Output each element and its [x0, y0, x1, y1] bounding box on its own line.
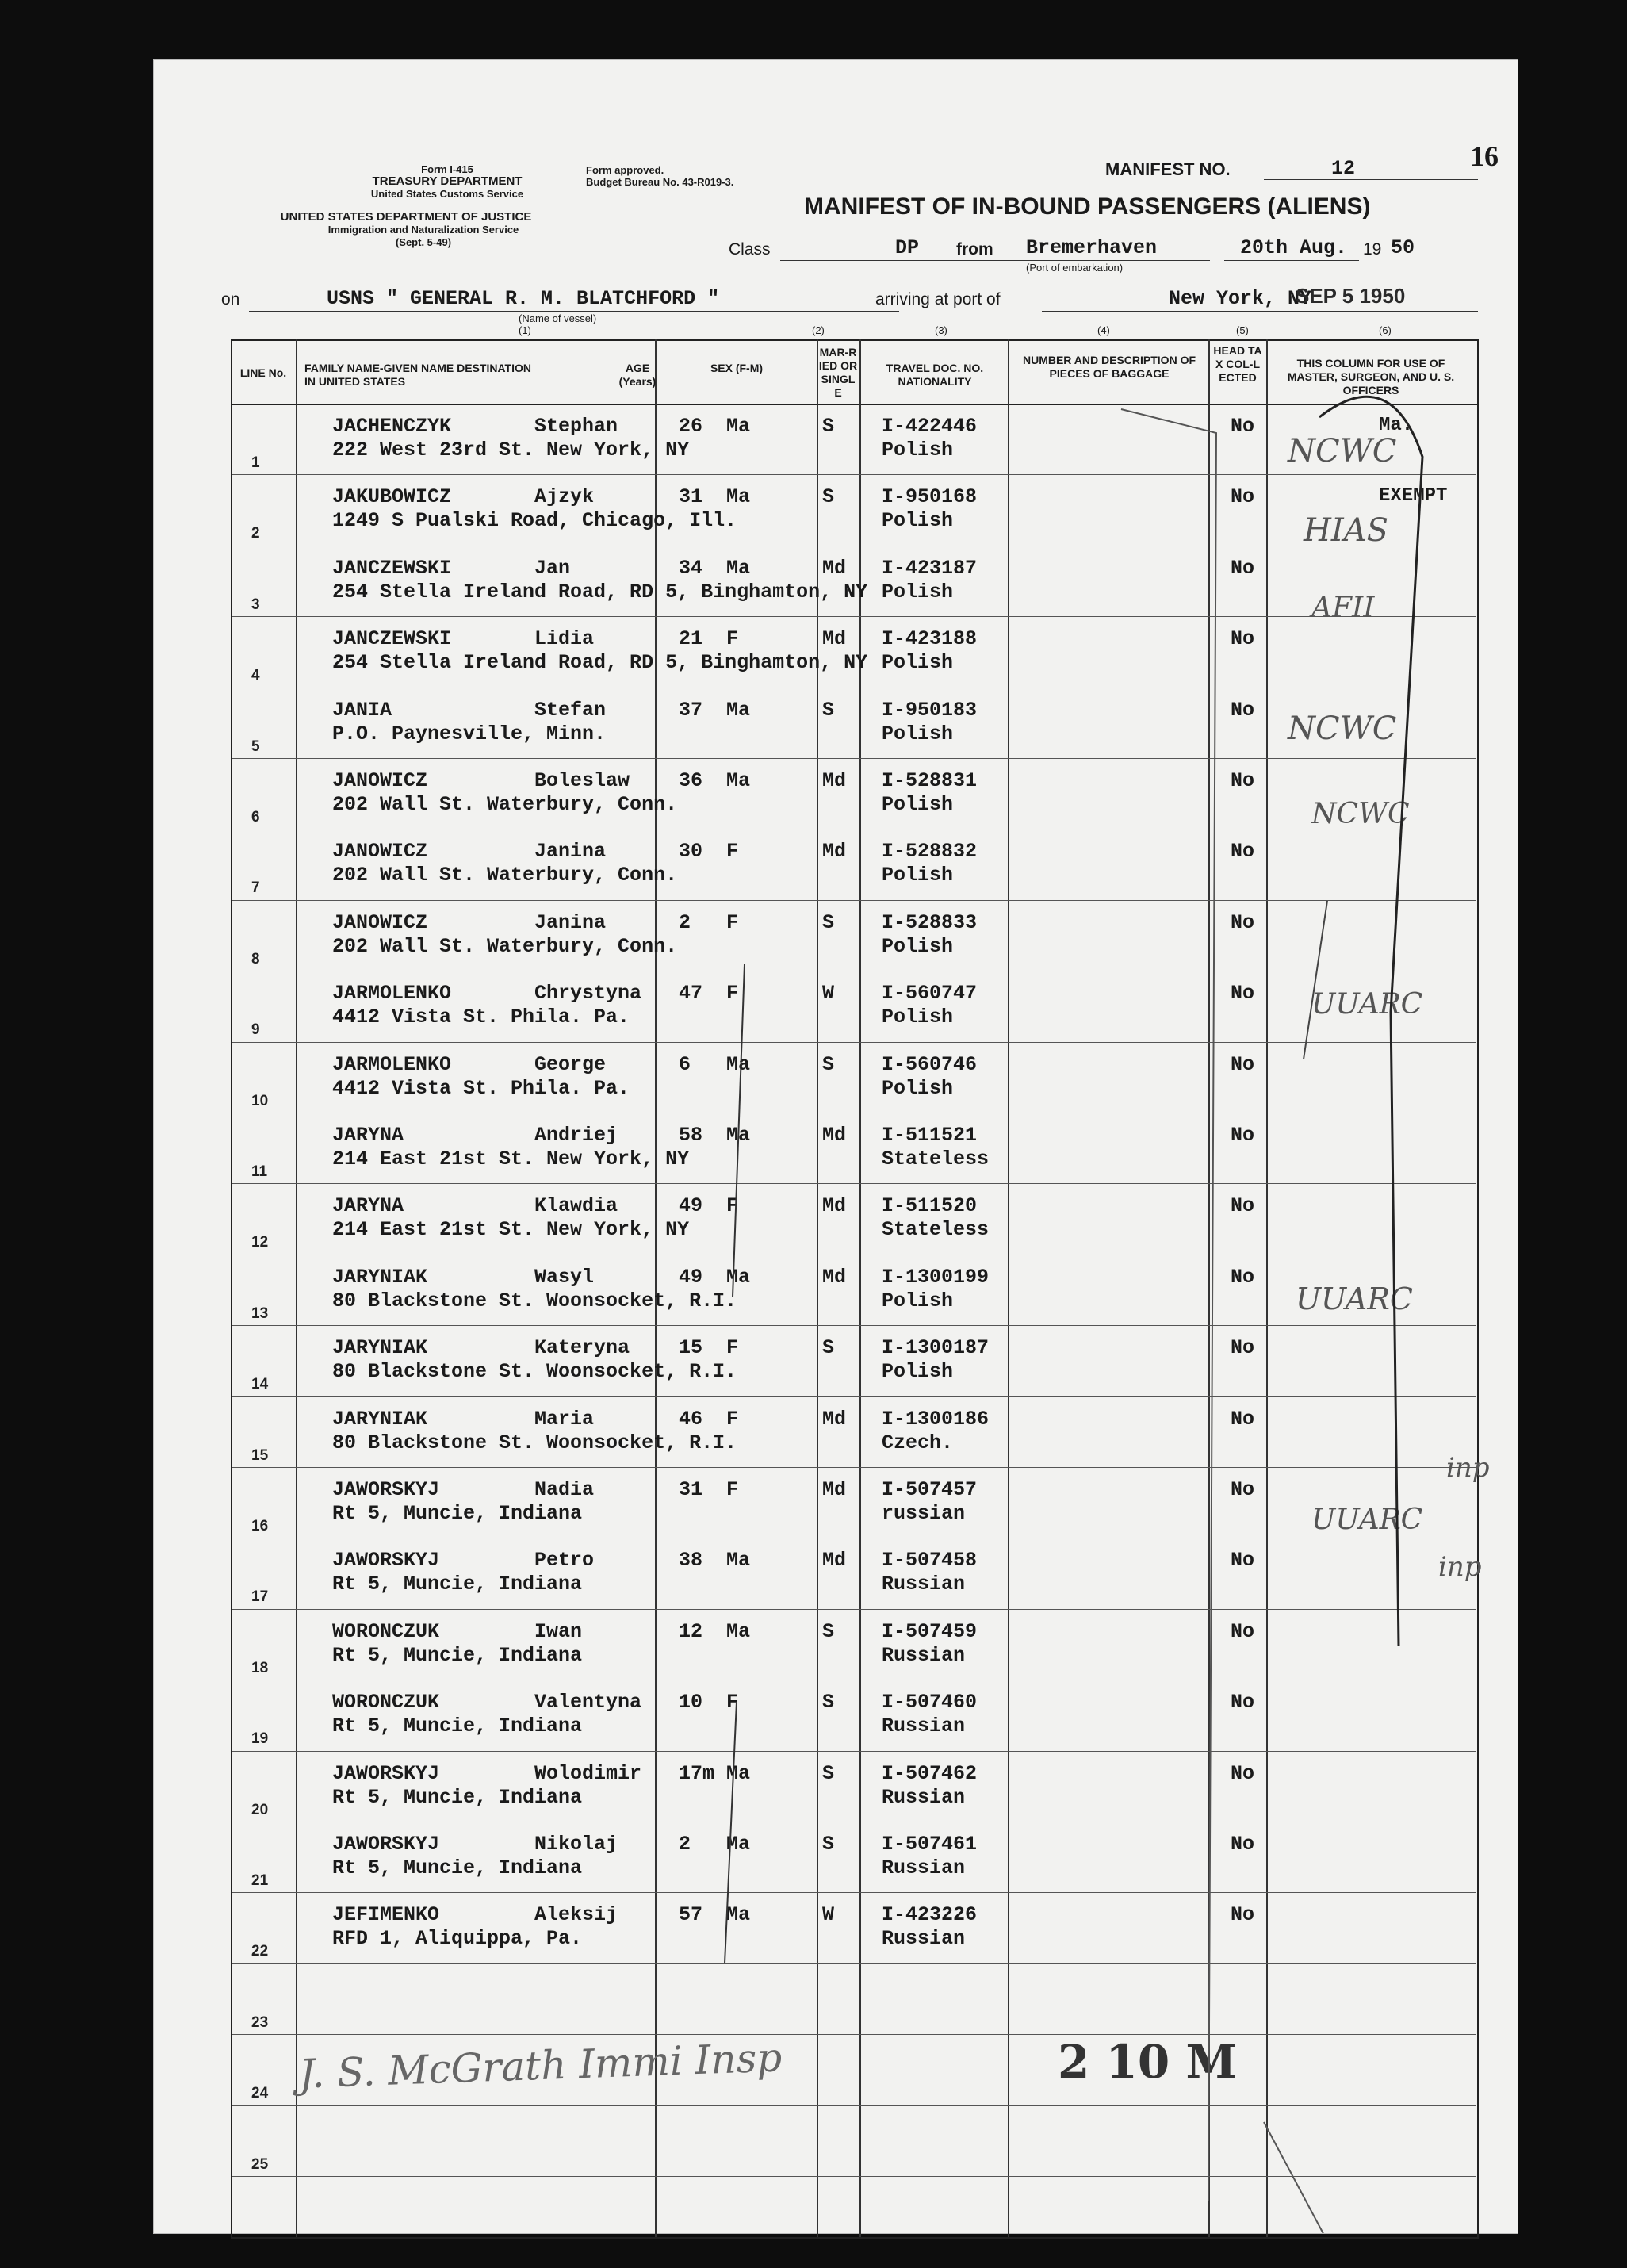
passenger-tax: No — [1231, 485, 1255, 509]
passenger-surname: JARYNIAK — [332, 1336, 428, 1360]
passenger-married: S — [822, 1691, 835, 1714]
line-number: 4 — [251, 667, 260, 684]
passenger-sex: Ma — [726, 1052, 751, 1076]
passenger-married: S — [822, 910, 835, 934]
passenger-surname: JARYNIAK — [332, 1265, 428, 1289]
passenger-nationality: Russian — [882, 1643, 966, 1667]
vessel-caption: (Name of vessel) — [519, 312, 597, 324]
passenger-destination: 214 East 21st St. New York, NY — [332, 1147, 690, 1170]
passenger-sex: Ma — [726, 415, 751, 438]
passenger-doc: I-511521 — [882, 1124, 978, 1147]
line-number: 1 — [251, 454, 260, 471]
passenger-tax: No — [1231, 1052, 1255, 1076]
class-label: Class — [729, 240, 771, 259]
passenger-tax: No — [1231, 840, 1255, 864]
passenger-nationality: Polish — [882, 509, 954, 533]
passenger-married: S — [822, 1833, 835, 1856]
passenger-sex: Ma — [726, 556, 751, 580]
passenger-surname: JANCZEWSKI — [332, 556, 452, 580]
passenger-tax: No — [1231, 910, 1255, 934]
header-baggage: NUMBER AND DESCRIPTION OF PIECES OF BAGGAGE — [1022, 354, 1196, 380]
passenger-age: 10 — [679, 1691, 703, 1714]
passenger-doc: I-528831 — [882, 769, 978, 792]
manifest-no: 12 — [1331, 157, 1356, 180]
passenger-destination: 214 East 21st St. New York, NY — [332, 1218, 690, 1242]
passenger-sex: Ma — [726, 1265, 751, 1289]
passenger-married: Md — [822, 1265, 847, 1289]
arrival-port: New York, NY — [1169, 287, 1312, 310]
passenger-given: Nikolaj — [534, 1833, 618, 1856]
passenger-given: Wasyl — [534, 1265, 595, 1289]
passenger-given: Andriej — [534, 1124, 618, 1147]
passenger-given: Wolodimir — [534, 1761, 642, 1785]
immigration-service: Immigration and Naturalization Service — [327, 224, 519, 236]
passenger-sex: Ma — [726, 1124, 751, 1147]
passenger-doc: I-422446 — [882, 415, 978, 438]
passenger-given: Klawdia — [534, 1194, 618, 1218]
passenger-destination: 202 Wall St. Waterbury, Conn. — [332, 934, 678, 958]
passenger-destination: P.O. Paynesville, Minn. — [332, 722, 607, 745]
passenger-destination: 4412 Vista St. Phila. Pa. — [332, 1006, 630, 1029]
passenger-age: 31 — [679, 485, 703, 509]
handwritten-marks — [154, 60, 1518, 2233]
port-embark-caption: (Port of embarkation) — [1026, 262, 1124, 274]
passenger-nationality: Polish — [882, 1289, 954, 1312]
passenger-given: Aleksij — [534, 1903, 618, 1927]
line-number: 10 — [251, 1092, 269, 1109]
passenger-nationality: russian — [882, 1502, 966, 1525]
passenger-married: Md — [822, 627, 847, 651]
passenger-age: 21 — [679, 627, 703, 651]
line-number: 11 — [251, 1163, 268, 1180]
passenger-sex: F — [726, 627, 739, 651]
passenger-age: 17m — [679, 1761, 715, 1785]
passenger-tax: No — [1231, 982, 1255, 1006]
passenger-nationality: Polish — [882, 1076, 954, 1100]
passenger-sex: Ma — [726, 769, 751, 792]
passenger-nationality: Russian — [882, 1785, 966, 1809]
passenger-surname: WORONCZUK — [332, 1619, 440, 1643]
passenger-age: 38 — [679, 1549, 703, 1573]
officer-note-handwritten: UUARC — [1296, 1281, 1414, 1316]
officer-note-handwritten: NCWC — [1288, 433, 1397, 469]
header-line-no: LINE No. — [239, 366, 287, 379]
passenger-surname: JANOWICZ — [332, 769, 428, 792]
passenger-doc: I-511520 — [882, 1194, 978, 1218]
passenger-destination: 202 Wall St. Waterbury, Conn. — [332, 864, 678, 887]
line-number: 8 — [251, 950, 260, 967]
passenger-married: Md — [822, 1407, 847, 1431]
passenger-nationality: Russian — [882, 1856, 966, 1879]
passenger-sex: Ma — [726, 1619, 751, 1643]
passenger-sex: F — [726, 1478, 739, 1501]
passenger-married: W — [822, 982, 835, 1006]
passenger-nationality: Polish — [882, 1360, 954, 1384]
passenger-doc: I-507459 — [882, 1619, 978, 1643]
passenger-married: S — [822, 415, 835, 438]
passenger-surname: JEFIMENKO — [332, 1903, 440, 1927]
passenger-tax: No — [1231, 698, 1255, 722]
passenger-nationality: Polish — [882, 580, 954, 603]
passenger-sex: F — [726, 982, 739, 1006]
passenger-age: 6 — [679, 1052, 691, 1076]
line-number: 21 — [251, 1872, 269, 1889]
passenger-tax: No — [1231, 556, 1255, 580]
passenger-married: S — [822, 1619, 835, 1643]
passenger-doc: I-507462 — [882, 1761, 978, 1785]
header-head-tax: HEAD TAX COL-LECTED — [1213, 344, 1262, 384]
line-number: 25 — [251, 2155, 269, 2173]
passenger-doc: I-528833 — [882, 910, 978, 934]
line-number: 9 — [251, 1021, 260, 1039]
passenger-tax: No — [1231, 1407, 1255, 1431]
passenger-tax: No — [1231, 1549, 1255, 1573]
passenger-married: Md — [822, 1124, 847, 1147]
passenger-sex: Ma — [726, 485, 751, 509]
budget-bureau: Budget Bureau No. 43-R019-3. — [586, 176, 734, 188]
passenger-doc: I-423226 — [882, 1903, 978, 1927]
passenger-note: EXEMPT — [1379, 485, 1448, 508]
passenger-age: 36 — [679, 769, 703, 792]
officer-note-handwritten: UUARC — [1311, 988, 1423, 1021]
passenger-age: 15 — [679, 1336, 703, 1360]
line-number: 13 — [251, 1304, 269, 1322]
passenger-married: S — [822, 1052, 835, 1076]
passenger-given: Boleslaw — [534, 769, 630, 792]
passenger-tax: No — [1231, 1478, 1255, 1501]
count-note-handwritten: 2 10 M — [1058, 2035, 1237, 2089]
passenger-doc: I-507460 — [882, 1691, 978, 1714]
passenger-nationality: Polish — [882, 934, 954, 958]
col-number-4: (4) — [1097, 324, 1110, 336]
passenger-doc: I-507461 — [882, 1833, 978, 1856]
passenger-tax: No — [1231, 1761, 1255, 1785]
line-number: 18 — [251, 1659, 269, 1676]
passenger-surname: JAWORSKYJ — [332, 1761, 440, 1785]
manifest-page — [153, 59, 1518, 2234]
passenger-surname: JACHENCZYK — [332, 415, 452, 438]
passenger-sex: Ma — [726, 1761, 751, 1785]
passenger-destination: 80 Blackstone St. Woonsocket, R.I. — [332, 1360, 737, 1384]
passenger-doc: I-560747 — [882, 982, 978, 1006]
passenger-tax: No — [1231, 1833, 1255, 1856]
passenger-nationality: Russian — [882, 1573, 966, 1596]
officer-note-handwritten: inp — [1438, 1551, 1482, 1583]
line-number: 7 — [251, 879, 260, 897]
passenger-note: Ma. — [1379, 415, 1414, 436]
passenger-nationality: Polish — [882, 651, 954, 675]
passenger-given: George — [534, 1052, 607, 1076]
dept-justice: UNITED STATES DEPARTMENT OF JUSTICE — [280, 210, 532, 224]
passenger-nationality: Polish — [882, 439, 954, 462]
passenger-married: Md — [822, 1478, 847, 1501]
passenger-married: Md — [822, 840, 847, 864]
passenger-destination: 80 Blackstone St. Woonsocket, R.I. — [332, 1431, 737, 1454]
passenger-surname: JARMOLENKO — [332, 1052, 452, 1076]
passenger-sex: Ma — [726, 1549, 751, 1573]
passenger-age: 12 — [679, 1619, 703, 1643]
passenger-nationality: Polish — [882, 864, 954, 887]
officer-note-handwritten: HIAS — [1304, 512, 1388, 549]
passenger-sex: F — [726, 1194, 739, 1218]
port-of-embarkation: Bremerhaven — [1026, 236, 1158, 259]
col-number-3: (3) — [935, 324, 947, 336]
col-number-2: (2) — [812, 324, 825, 336]
passenger-sex: Ma — [726, 1903, 751, 1927]
passenger-destination: 4412 Vista St. Phila. Pa. — [332, 1076, 630, 1100]
passenger-destination: 254 Stella Ireland Road, RD 5, Binghamton, NY — [332, 580, 868, 603]
passenger-tax: No — [1231, 1124, 1255, 1147]
passenger-married: S — [822, 485, 835, 509]
line-number: 19 — [251, 1730, 269, 1748]
vessel-name: USNS " GENERAL R. M. BLATCHFORD " — [327, 287, 720, 310]
passenger-destination: Rt 5, Muncie, Indiana — [332, 1856, 583, 1879]
officer-note-handwritten: NCWC — [1311, 798, 1410, 830]
passenger-given: Kateryna — [534, 1336, 630, 1360]
passenger-given: Jan — [534, 556, 571, 580]
passenger-surname: JANIA — [332, 698, 392, 722]
passenger-tax: No — [1231, 769, 1255, 792]
line-number: 20 — [251, 1801, 269, 1818]
header-age: AGE (Years) — [618, 362, 657, 388]
from-label: from — [956, 240, 993, 259]
line-number: 14 — [251, 1376, 269, 1393]
passenger-tax: No — [1231, 415, 1255, 438]
passenger-surname: JANOWICZ — [332, 910, 428, 934]
line-number: 6 — [251, 809, 260, 826]
passenger-age: 31 — [679, 1478, 703, 1501]
passenger-nationality: Czech. — [882, 1431, 954, 1454]
passenger-destination: 1249 S Pualski Road, Chicago, Ill. — [332, 509, 737, 533]
passenger-age: 49 — [679, 1194, 703, 1218]
passenger-doc: I-423188 — [882, 627, 978, 651]
line-number: 17 — [251, 1588, 269, 1606]
page-number: 16 — [1470, 140, 1499, 172]
passenger-age: 46 — [679, 1407, 703, 1431]
customs-service: United States Customs Service — [370, 188, 524, 200]
passenger-surname: JARYNA — [332, 1124, 404, 1147]
officer-note-handwritten: UUARC — [1311, 1504, 1423, 1536]
passenger-surname: JANCZEWSKI — [332, 627, 452, 651]
passenger-age: 47 — [679, 982, 703, 1006]
passenger-destination: Rt 5, Muncie, Indiana — [332, 1573, 583, 1596]
passenger-surname: WORONCZUK — [332, 1691, 440, 1714]
officer-note-handwritten: AFII — [1311, 592, 1375, 624]
passenger-tax: No — [1231, 1619, 1255, 1643]
passenger-doc: I-423187 — [882, 556, 978, 580]
passenger-sex: Ma — [726, 1833, 751, 1856]
passenger-sex: F — [726, 910, 739, 934]
passenger-given: Nadia — [534, 1478, 595, 1501]
passenger-given: Stephan — [534, 415, 618, 438]
arrival-date-stamp: SEP 5 1950 — [1296, 284, 1406, 308]
manifest-no-label: MANIFEST NO. — [1105, 159, 1231, 179]
passenger-age: 30 — [679, 840, 703, 864]
passenger-tax: No — [1231, 1265, 1255, 1289]
passenger-tax: No — [1231, 1691, 1255, 1714]
passenger-given: Petro — [534, 1549, 595, 1573]
line-number: 12 — [251, 1234, 269, 1251]
passenger-destination: Rt 5, Muncie, Indiana — [332, 1502, 583, 1525]
passenger-surname: JARMOLENKO — [332, 982, 452, 1006]
passenger-married: Md — [822, 1194, 847, 1218]
header-officers: THIS COLUMN FOR USE OF MASTER, SURGEON, AND U. S. OFFICERS — [1287, 357, 1455, 397]
passenger-given: Valentyna — [534, 1691, 642, 1714]
passenger-nationality: Polish — [882, 1006, 954, 1029]
passenger-destination: Rt 5, Muncie, Indiana — [332, 1643, 583, 1667]
passenger-doc: I-507457 — [882, 1478, 978, 1501]
passenger-married: S — [822, 1336, 835, 1360]
line-number: 15 — [251, 1446, 269, 1464]
departure-year: 50 — [1391, 236, 1415, 259]
header-name: FAMILY NAME-GIVEN NAME DESTINATION IN UNITED STATES — [304, 362, 531, 388]
passenger-age: 57 — [679, 1903, 703, 1927]
passenger-age: 26 — [679, 415, 703, 438]
passenger-sex: F — [726, 840, 739, 864]
form-date: (Sept. 5-49) — [395, 236, 452, 248]
passenger-given: Iwan — [534, 1619, 583, 1643]
arriving-label: arriving at port of — [875, 290, 1001, 308]
passenger-destination: Rt 5, Muncie, Indiana — [332, 1785, 583, 1809]
passenger-surname: JAKUBOWICZ — [332, 485, 452, 509]
passenger-nationality: Russian — [882, 1714, 966, 1738]
col-number-6: (6) — [1379, 324, 1392, 336]
passenger-tax: No — [1231, 1903, 1255, 1927]
passenger-destination: 254 Stella Ireland Road, RD 5, Binghamton, NY — [332, 651, 868, 675]
passenger-given: Ajzyk — [534, 485, 595, 509]
passenger-given: Janina — [534, 840, 607, 864]
passenger-nationality: Stateless — [882, 1218, 990, 1242]
passenger-nationality: Polish — [882, 722, 954, 745]
manifest-title: MANIFEST OF IN-BOUND PASSENGERS (ALIENS) — [804, 193, 1371, 220]
passenger-doc: I-560746 — [882, 1052, 978, 1076]
header-travel-doc: TRAVEL DOC. NO. NATIONALITY — [886, 362, 984, 388]
passenger-doc: I-528832 — [882, 840, 978, 864]
passenger-nationality: Stateless — [882, 1147, 990, 1170]
form-number: Form I-415 — [421, 163, 473, 175]
passenger-tax: No — [1231, 1336, 1255, 1360]
passenger-married: Md — [822, 556, 847, 580]
officer-note-handwritten: inp — [1446, 1452, 1490, 1484]
passenger-doc: I-507458 — [882, 1549, 978, 1573]
passenger-age: 37 — [679, 698, 703, 722]
passenger-surname: JAWORSKYJ — [332, 1549, 440, 1573]
passenger-destination: 80 Blackstone St. Woonsocket, R.I. — [332, 1289, 737, 1312]
passenger-sex: F — [726, 1407, 739, 1431]
header-married: MAR-RIED OR SINGLE — [818, 346, 858, 399]
on-label: on — [221, 290, 240, 308]
class-value: DP — [895, 236, 920, 259]
passenger-doc: I-950183 — [882, 698, 978, 722]
passenger-destination: 202 Wall St. Waterbury, Conn. — [332, 793, 678, 816]
passenger-destination: 222 West 23rd St. New York, NY — [332, 439, 690, 462]
passenger-married: Md — [822, 1549, 847, 1573]
passenger-nationality: Polish — [882, 793, 954, 816]
passenger-doc: I-950168 — [882, 485, 978, 509]
passenger-given: Janina — [534, 910, 607, 934]
passenger-surname: JAWORSKYJ — [332, 1833, 440, 1856]
passenger-sex: Ma — [726, 698, 751, 722]
passenger-tax: No — [1231, 1194, 1255, 1218]
departure-date: 20th Aug. — [1240, 236, 1348, 259]
line-number: 2 — [251, 525, 260, 542]
line-number: 23 — [251, 2013, 269, 2031]
passenger-sex: F — [726, 1691, 739, 1714]
passenger-tax: No — [1231, 627, 1255, 651]
year-prefix: 19 — [1363, 240, 1382, 259]
passenger-destination: Rt 5, Muncie, Indiana — [332, 1714, 583, 1738]
passenger-nationality: Russian — [882, 1927, 966, 1951]
passenger-surname: JANOWICZ — [332, 840, 428, 864]
passenger-married: S — [822, 698, 835, 722]
line-number: 3 — [251, 596, 260, 613]
passenger-doc: I-1300187 — [882, 1336, 990, 1360]
passenger-given: Lidia — [534, 627, 595, 651]
passenger-doc: I-1300186 — [882, 1407, 990, 1431]
line-number: 24 — [251, 2085, 269, 2102]
passenger-surname: JARYNA — [332, 1194, 404, 1218]
line-number: 5 — [251, 737, 260, 755]
col-number-5: (5) — [1236, 324, 1249, 336]
passenger-age: 49 — [679, 1265, 703, 1289]
passenger-age: 58 — [679, 1124, 703, 1147]
passenger-surname: JAWORSKYJ — [332, 1478, 440, 1501]
passenger-doc: I-1300199 — [882, 1265, 990, 1289]
passenger-destination: RFD 1, Aliquippa, Pa. — [332, 1927, 583, 1951]
passenger-married: S — [822, 1761, 835, 1785]
passenger-age: 34 — [679, 556, 703, 580]
passenger-given: Stefan — [534, 698, 607, 722]
passenger-age: 2 — [679, 1833, 691, 1856]
passenger-given: Maria — [534, 1407, 595, 1431]
header-sex: SEX (F-M) — [710, 362, 764, 374]
form-approved: Form approved. — [586, 164, 664, 176]
passenger-sex: F — [726, 1336, 739, 1360]
passenger-surname: JARYNIAK — [332, 1407, 428, 1431]
col-number-1: (1) — [519, 324, 531, 336]
passenger-married: W — [822, 1903, 835, 1927]
passenger-given: Chrystyna — [534, 982, 642, 1006]
passenger-married: Md — [822, 769, 847, 792]
passenger-age: 2 — [679, 910, 691, 934]
line-number: 22 — [251, 1943, 269, 1960]
dept-treasury: TREASURY DEPARTMENT — [372, 174, 523, 188]
line-number: 16 — [251, 1518, 269, 1534]
officer-note-handwritten: NCWC — [1288, 711, 1397, 747]
signature-handwritten: J. S. McGrath Immi Insp — [298, 2034, 783, 2098]
